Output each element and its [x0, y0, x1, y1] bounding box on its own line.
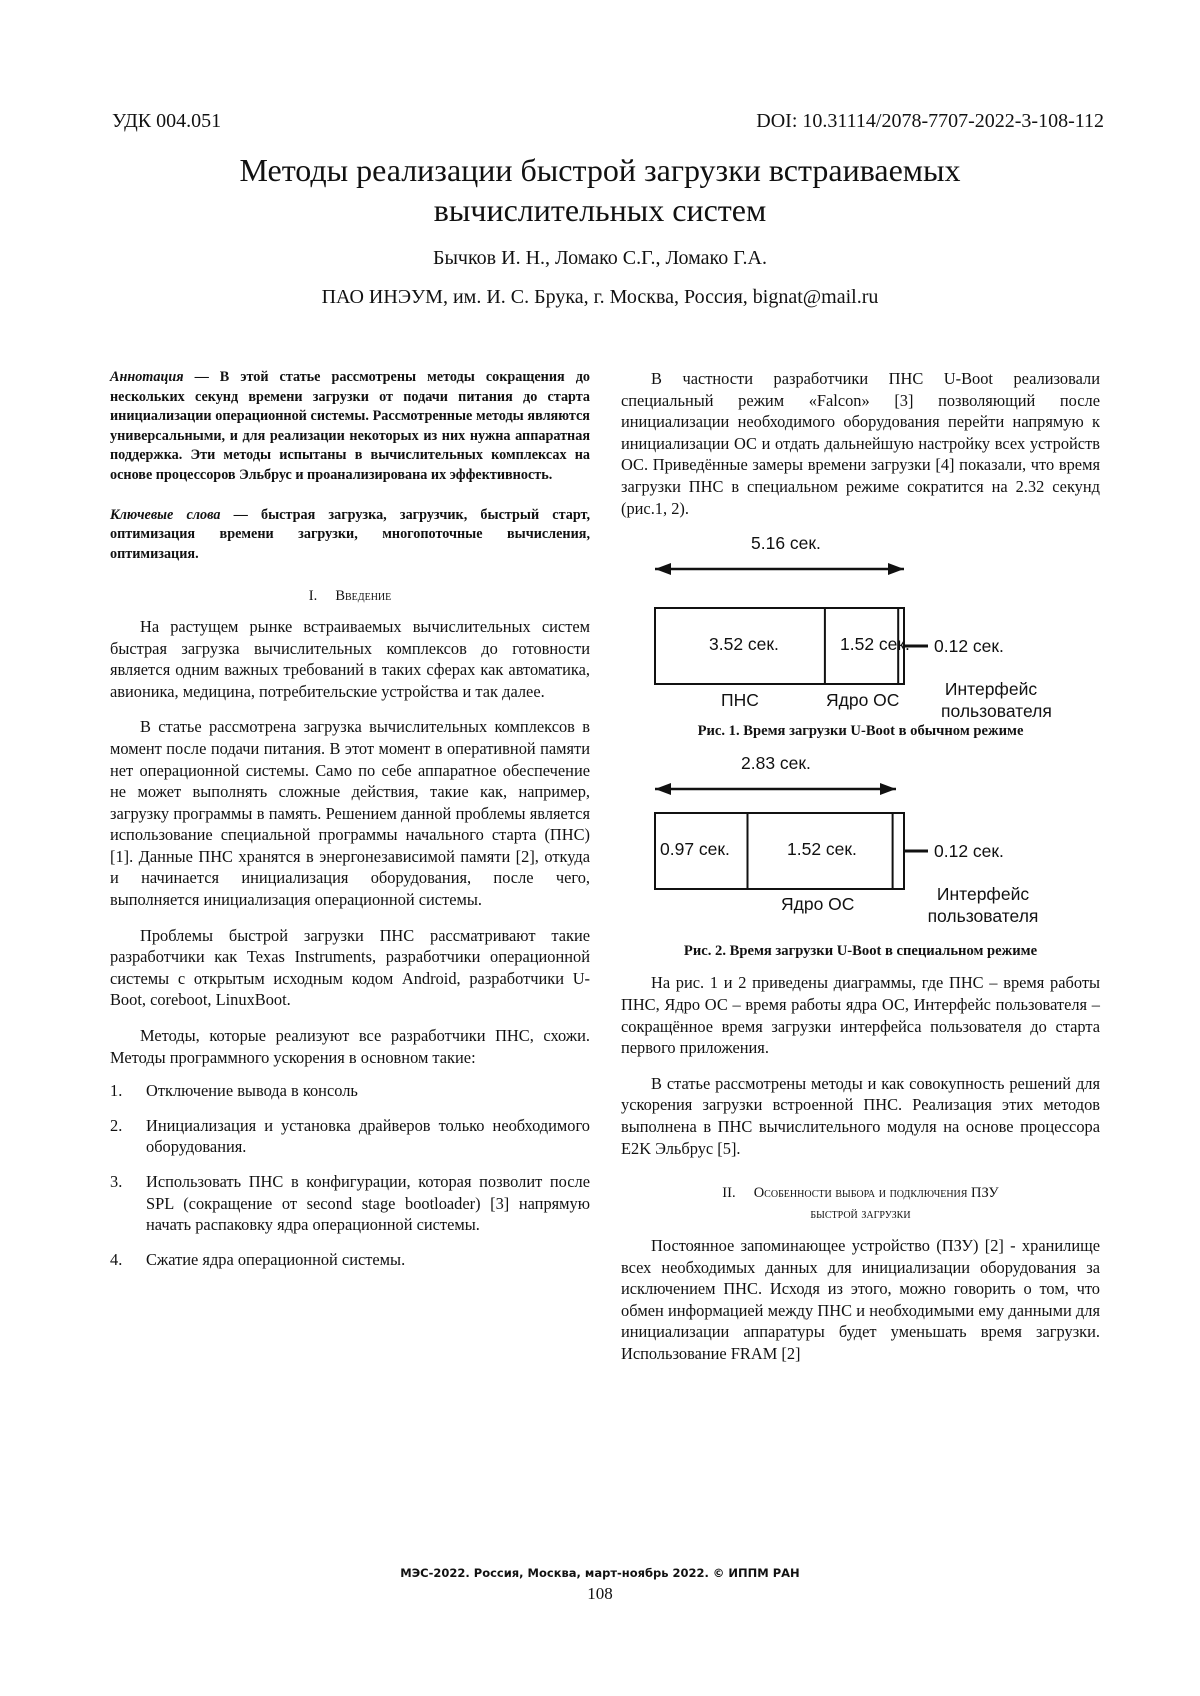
- section-2-heading: [621, 1183, 1100, 1225]
- section-1-number: I.: [308, 588, 318, 605]
- section-1-title: Введение: [335, 588, 392, 605]
- list-item-text: Отключение вывода в консоль: [146, 1081, 358, 1101]
- list-item-number: 4.: [110, 1249, 123, 1269]
- segment-label: 0.97 сек.: [660, 838, 730, 859]
- abstract-label: Аннотация: [110, 369, 184, 385]
- title-line-1: Методы реализации быстрой загрузки встраиваемых: [239, 152, 961, 188]
- udc-code: УДК 004.051: [112, 110, 222, 132]
- segment-name: Ядро ОС: [781, 893, 855, 914]
- section-2-title-line-1: Особенности выбора и подключения ПЗУ: [753, 1185, 999, 1202]
- list-item: [110, 1080, 590, 1102]
- ui-label-line-2: пользователя: [941, 701, 1052, 722]
- list-item-number: 1.: [110, 1081, 123, 1101]
- section-1-heading: [110, 586, 590, 608]
- list-item-number: 3.: [110, 1172, 123, 1191]
- right-column: [621, 368, 1100, 1365]
- page-number: 108: [587, 1584, 613, 1603]
- abstract-text: — В этой статье рассмотрены методы сокращения до нескольких секунд времени загрузки от подачи питания до старта инициализации операционной системы. Рассмотренные методы являются универсальными, и для реализации некоторых из них нужна аппаратная поддержка. Эти методы испытаны в вычислительных комплексах на основе процессоров Эльбрус и проанализирована их эффективность.: [110, 369, 590, 483]
- ui-label-line-1: Интерфейс: [936, 883, 1030, 904]
- figure-2-caption: Рис. 2. Время загрузки U-Boot в специальном режиме: [683, 942, 1038, 959]
- list-item: [110, 1115, 590, 1158]
- keywords-label: Ключевые слова: [110, 506, 221, 523]
- paper-title: [150, 150, 1050, 230]
- right-paragraph-3: В статье рассмотрены методы и как совокупность решений для ускорения загрузки встроенной ПНС. Реализация этих методов выполнена в ПНС вычислительного модуля на основе процессора E2K Эльбрус [5].: [621, 1073, 1100, 1158]
- left-column: [110, 368, 590, 1283]
- intro-paragraph-2: В статье рассмотрена загрузка вычислительных комплексов в момент после подачи питания. В этот момент в оперативной памяти нет операционной системы. Само по себе аппаратное обеспечение не может выполнять сложные действия, такие как, например, загрузку программы в память. Решением данной проблемы является использование специальной программы начального старта (ПНС) [1]. Данные ПНС хранятся в энергонезависимой памяти [2], откуда и начинается инициализация оборудования, после чего, выполняется инициализация операционной системы.: [110, 717, 590, 910]
- ui-label-line-2: пользователя: [927, 905, 1039, 926]
- segment-label: 0.12 сек.: [934, 636, 1004, 657]
- section-2-title-line-2: быстрой загрузки: [810, 1206, 911, 1223]
- total-time-label: 2.83 сек.: [741, 752, 811, 773]
- list-item-text: Инициализация и установка драйверов только необходимого оборудования.: [146, 1115, 590, 1157]
- arrow-left-head: [655, 563, 671, 575]
- right-paragraph-1: В частности разработчики ПНС U-Boot реализовали специальный режим «Falcon» [3] позволяющий после инициализации необходимого оборудования перейти напрямую к инициализации ОС и отдать дальнейшую настройку всех устройств ОС. Приведённые замеры времени загрузки [4] показали, что время загрузки ПНС в специальном режиме сократится на 2.32 секунд (рис.1, 2).: [621, 369, 1100, 518]
- figure-1: [621, 533, 1100, 722]
- methods-list: [110, 1080, 590, 1270]
- keywords-text: — быстрая загрузка, загрузчик, быстрый старт, оптимизация времени загрузки, многопоточные вычисления, оптимизация.: [110, 506, 590, 562]
- segment-label: 1.52 сек.: [787, 838, 857, 859]
- list-item-text: Использовать ПНС в конфигурации, которая позволит после SPL (сокращение от second stage bootloader) [3] напрямую начать распаковку ядра операционной системы.: [146, 1172, 590, 1235]
- affiliation: ПАО ИНЭУМ, им. И. С. Брука, г. Москва, Россия, bignat@mail.ru: [321, 286, 879, 308]
- title-line-2: вычислительных систем: [433, 192, 767, 228]
- segment-name: ПНС: [721, 690, 759, 711]
- section-2-number: II.: [722, 1185, 736, 1202]
- figure-1-caption: Рис. 1. Время загрузки U-Boot в обычном режиме: [697, 723, 1024, 740]
- figure-2: [621, 753, 1100, 937]
- right-paragraph-4: Постоянное запоминающее устройство (ПЗУ) [2] - хранилище всех необходимых данных для инициализации оборудования за исключением ПНС. Исходя из этого, можно говорить о том, что обмен информацией между ПНС и необходимыми ему данными для инициализации аппаратуры будет уменьшать время загрузки. Использование FRAM [2]: [621, 1236, 1100, 1364]
- keywords: [110, 506, 590, 565]
- segment-label: 1.52 сек.: [840, 634, 910, 655]
- right-paragraph-2: На рис. 1 и 2 приведены диаграммы, где ПНС – время работы ПНС, Ядро ОС – время работы ядра ОС, Интерфейс пользователя – сокращённое время загрузки интерфейса пользователя до старта первого приложения.: [621, 973, 1100, 1058]
- ui-label: [941, 678, 1052, 722]
- list-item-text: Сжатие ядра операционной системы.: [146, 1249, 406, 1269]
- segment-name: Ядро ОС: [826, 690, 900, 711]
- list-item: [110, 1171, 590, 1236]
- list-item: [110, 1249, 590, 1271]
- segment-label: 0.12 сек.: [934, 840, 1004, 861]
- conference-footer: МЭС-2022. Россия, Москва, март-ноябрь 2022. © ИППМ РАН: [400, 1566, 800, 1580]
- segment-label: 3.52 сек.: [709, 634, 779, 655]
- authors: Бычков И. Н., Ломако С.Г., Ломако Г.А.: [433, 247, 767, 269]
- arrow-right-head: [888, 563, 904, 575]
- total-time-label: 5.16 сек.: [751, 533, 821, 554]
- abstract: [110, 368, 590, 486]
- arrow-left-head: [655, 783, 671, 795]
- arrow-right-head: [880, 783, 896, 795]
- ui-label: [923, 883, 1043, 927]
- doi: DOI: 10.31114/2078-7707-2022-3-108-112: [756, 110, 1104, 132]
- list-item-number: 2.: [110, 1115, 123, 1135]
- ui-label-line-1: Интерфейс: [944, 679, 1038, 700]
- intro-paragraph-4: Методы, которые реализуют все разработчики ПНС, схожи. Методы программного ускорения в основном такие:: [110, 1026, 590, 1067]
- intro-paragraph-3: Проблемы быстрой загрузки ПНС рассматривают такие разработчики как Texas Instruments, разработчики операционной системы с открытым исходным кодом Android, разработчики U-Boot, coreboot, LinuxBoot.: [110, 925, 590, 1010]
- intro-paragraph-1: На растущем рынке встраиваемых вычислительных систем быстрая загрузка вычислительных комплексов до готовности является одним важных требований в таких сферах как автоматика, авионика, медицина, потребительские устройства и так далее.: [110, 616, 590, 701]
